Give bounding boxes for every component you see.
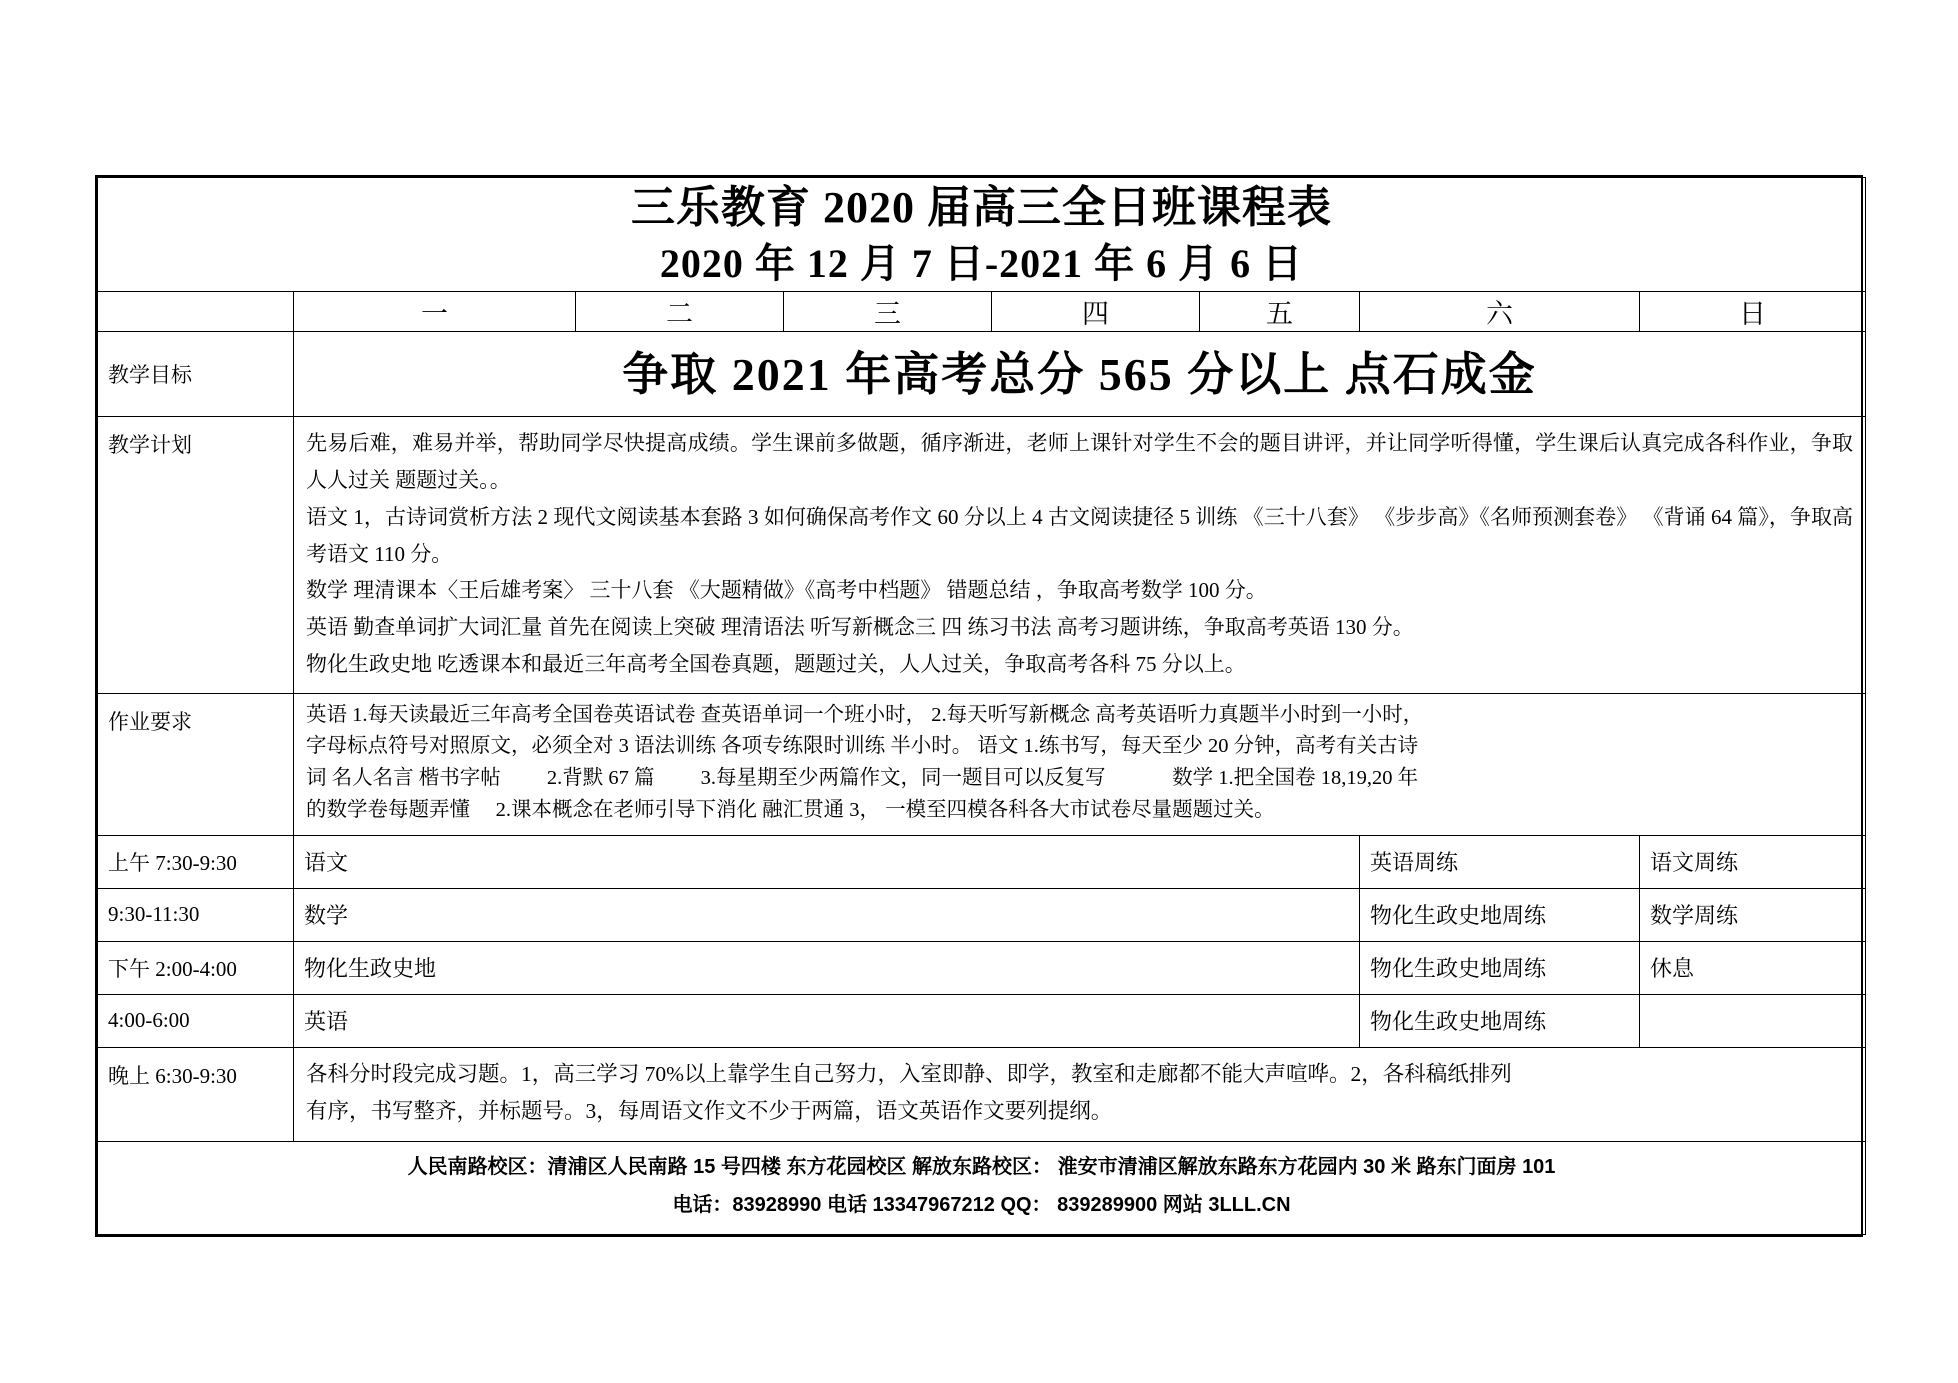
teaching-plan-row [98, 417, 1866, 693]
teaching-plan-p3: 数学 理清课本〈王后雄考案〉 三十八套 《大题精做》《高考中档题》 错题总结 ，争取高考数学 100 分。 [306, 578, 1267, 603]
weekday-header-blank [98, 292, 294, 332]
weekday-header-fri: 五 [1200, 292, 1360, 332]
schedule-row [98, 941, 1866, 994]
schedule-table [97, 177, 1866, 1235]
document-subtitle: 2020 年 12 月 7 日-2021 年 6 月 6 日 [659, 241, 1304, 287]
schedule-time-0: 上午 7:30-9:30 [98, 835, 294, 888]
weekday-header-mon: 一 [294, 292, 576, 332]
course-schedule-table [95, 175, 1863, 1237]
schedule-sunday-0: 语文周练 [1640, 835, 1866, 888]
schedule-row [98, 888, 1866, 941]
weekday-header-thu: 四 [992, 292, 1200, 332]
schedule-weekday-1: 数学 [294, 888, 1360, 941]
weekday-header-sat: 六 [1360, 292, 1640, 332]
teaching-plan-content [294, 417, 1866, 693]
evening-content [294, 1047, 1866, 1141]
weekday-header-wed: 三 [784, 292, 992, 332]
schedule-time-3: 4:00-6:00 [98, 994, 294, 1047]
weekday-header-tue: 二 [576, 292, 784, 332]
evening-label: 晚上 6:30-9:30 [98, 1047, 294, 1141]
schedule-sunday-3 [1640, 994, 1866, 1047]
schedule-sunday-2: 休息 [1640, 941, 1866, 994]
schedule-saturday-1: 物化生政史地周练 [1360, 888, 1640, 941]
weekday-header-sun: 日 [1640, 292, 1866, 332]
teaching-plan-p1: 先易后难，难易并举，帮助同学尽快提高成绩。学生课前多做题，循序渐进，老师上课针对学生不会的题目讲评，并让同学听得懂，学生课后认真完成各科作业，争取人人过关 题题过关。。 [306, 431, 1853, 493]
schedule-row [98, 994, 1866, 1047]
weekday-header-row [98, 292, 1866, 332]
schedule-time-2: 下午 2:00-4:00 [98, 941, 294, 994]
homework-label: 作业要求 [98, 693, 294, 835]
teaching-goal-row [98, 332, 1866, 417]
schedule-weekday-0: 语文 [294, 835, 1360, 888]
footer-phone-line: 电话：83928990 电话 13347967212 QQ： 839289900 网站 3LLL.CN [672, 1193, 1291, 1216]
footer-row [98, 1141, 1866, 1234]
homework-p1: 英语 1.每天读最近三年高考全国卷英语试卷 查英语单词一个班小时， 2.每天听写新概念 高考英语听力真题半小时到一小时， [306, 703, 1424, 726]
schedule-saturday-0: 英语周练 [1360, 835, 1640, 888]
title-cell [98, 178, 1866, 292]
footer-campus-line: 人民南路校区：清浦区人民南路 15 号四楼 东方花园校区 解放东路校区： 淮安市清浦区解放东路东方花园内 30 米 路东门面房 101 [407, 1155, 1556, 1178]
evening-row [98, 1047, 1866, 1141]
teaching-plan-p5: 物化生政史地 吃透课本和最近三年高考全国卷真题，题题过关，人人过关，争取高考各科 75 分以上。 [306, 651, 1246, 676]
document-title: 三乐教育 2020 届高三全日班课程表 [631, 183, 1332, 232]
homework-content [294, 693, 1866, 835]
homework-p3: 词 名人名言 楷书字帖 2.背默 67 篇 3.每星期至少两篇作文，同一题目可以反复写 数学 1.把全国卷 18,19,20 年 [306, 767, 1419, 790]
teaching-plan-p4: 英语 勤查单词扩大词汇量 首先在阅读上突破 理清语法 听写新概念三 四 练习书法 高考习题讲练，争取高考英语 130 分。 [306, 615, 1414, 640]
evening-p2: 有序，书写整齐，并标题号。3，每周语文作文不少于两篇，语文英语作文要列提纲。 [306, 1099, 1113, 1124]
homework-row [98, 693, 1866, 835]
teaching-plan-p2: 语文 1，古诗词赏析方法 2 现代文阅读基本套路 3 如何确保高考作文 60 分以上 4 古文阅读捷径 5 训练 《三十八套》 《步步高》《名师预测套卷》 《背诵 64 篇》，争取高考语文 110 分。 [306, 504, 1853, 566]
homework-p2: 字母标点符号对照原文，必须全对 3 语法训练 各项专练限时训练 半小时。 语文 1.练书写，每天至少 20 分钟，高考有关古诗 [306, 735, 1419, 758]
footer-contact [98, 1141, 1866, 1234]
schedule-row [98, 835, 1866, 888]
teaching-goal-label: 教学目标 [98, 332, 294, 417]
schedule-weekday-2: 物化生政史地 [294, 941, 1360, 994]
schedule-sunday-1: 数学周练 [1640, 888, 1866, 941]
schedule-time-1: 9:30-11:30 [98, 888, 294, 941]
teaching-plan-label: 教学计划 [98, 417, 294, 693]
schedule-weekday-3: 英语 [294, 994, 1360, 1047]
title-row [98, 178, 1866, 292]
homework-p4: 的数学卷每题弄懂 2.课本概念在老师引导下消化 融汇贯通 3， 一模至四模各科各大市试卷尽量题题过关。 [306, 798, 1275, 821]
evening-p1: 各科分时段完成习题。1，高三学习 70%以上靠学生自己努力，入室即静、即学，教室和走廊都不能大声喧哗。2，各科稿纸排列 [306, 1061, 1512, 1086]
schedule-saturday-2: 物化生政史地周练 [1360, 941, 1640, 994]
schedule-saturday-3: 物化生政史地周练 [1360, 994, 1640, 1047]
teaching-goal-text: 争取 2021 年高考总分 565 分以上 点石成金 [294, 332, 1866, 417]
